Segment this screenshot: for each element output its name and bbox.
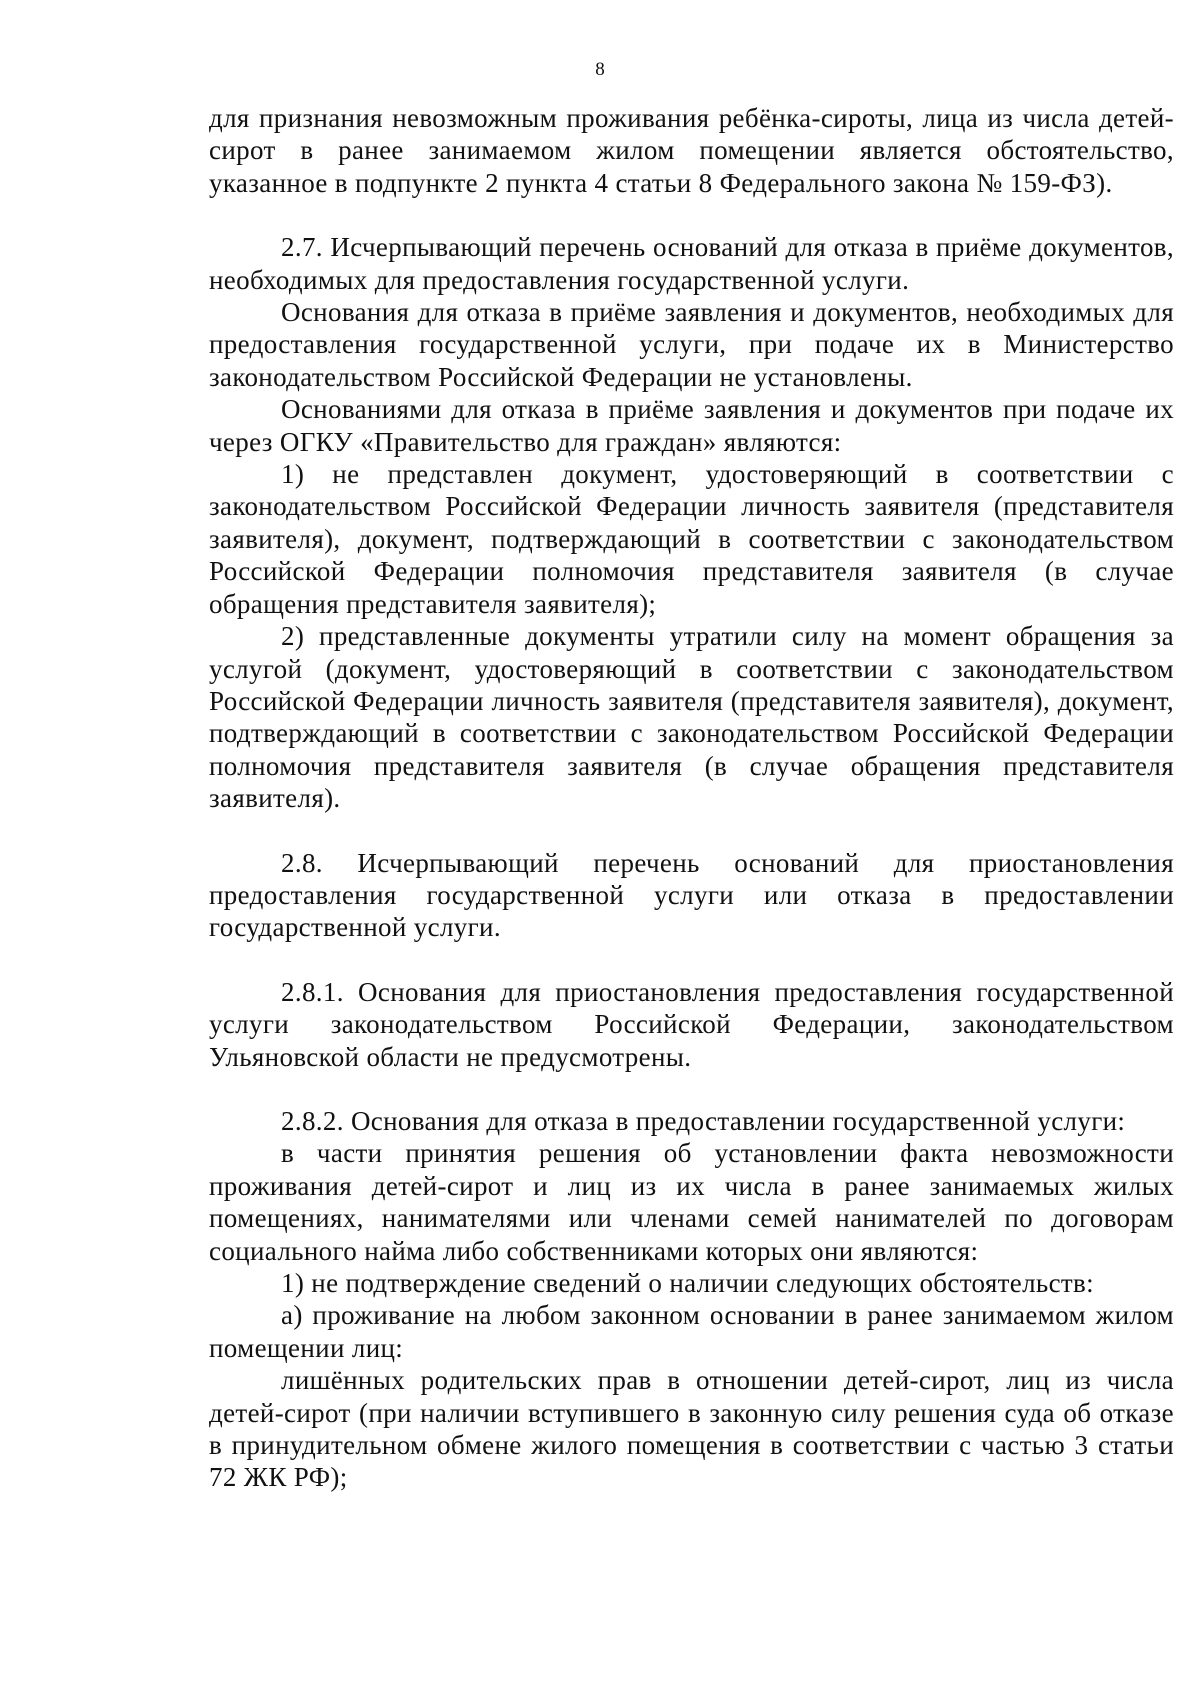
- list-item-a: а) проживание на любом законном основании в ранее занимаемом жилом помещении лиц:: [209, 1300, 1174, 1363]
- paragraph-deprived-parents: лишённых родительских прав в отношении детей-сирот, лиц из числа детей-сирот (при наличии вступившего в законную силу решения суда об отказе в принудительном обмене жилого помещения в соответствии с частью 3 статьи 72 ЖК РФ);: [209, 1365, 1174, 1493]
- section-2-8-heading: 2.8. Исчерпывающий перечень оснований для приостановления предоставления государственной услуги или отказа в предоставлении государственной услуги.: [209, 847, 1174, 943]
- document-body: [209, 102, 1174, 1494]
- page-number: 8: [595, 59, 605, 80]
- paragraph-ogku-grounds: Основаниями для отказа в приёме заявления и документов при подаче их через ОГКУ «Правительство для граждан» являются:: [209, 394, 1174, 457]
- paragraph-decision-part: в части принятия решения об установлении факта невозможности проживания детей-сирот и лиц из их числа в ранее занимаемых жилых помещениях, нанимателями или членами семей нанимателей по договорам социального найма либо собственниками которых они являются:: [209, 1138, 1174, 1266]
- paragraph-continuation: для признания невозможным проживания ребёнка-сироты, лица из числа детей-сирот в ранее занимаемом жилом помещении является обстоятельство, указанное в подпункте 2 пункта 4 статьи 8 Федерального закона № 159-ФЗ).: [209, 103, 1174, 198]
- paragraph-ministry-grounds: Основания для отказа в приёме заявления и документов, необходимых для предоставления государственной услуги, при подаче их в Министерство законодательством Российской Федерации не установлены.: [209, 297, 1174, 392]
- section-2-8-2: 2.8.2. Основания для отказа в предоставлении государственной услуги:: [281, 1105, 1126, 1136]
- section-2-7-heading: 2.7. Исчерпывающий перечень оснований для отказа в приёме документов, необходимых для предоставления государственной услуги.: [209, 232, 1174, 295]
- list-item-2: 2) представленные документы утратили силу на момент обращения за услугой (документ, удостоверяющий в соответствии с законодательством Российской Федерации личность заявителя (представителя заявителя), документ, подтверждающий в соответствии с законодательством Российской Федерации полномочия представителя заявителя (в случае обращения представителя заявителя).: [209, 621, 1174, 814]
- list-item-non-confirmation: 1) не подтверждение сведений о наличии следующих обстоятельств:: [281, 1268, 1095, 1298]
- list-item-1: 1) не представлен документ, удостоверяющий в соответствии с законодательством Российской Федерации личность заявителя (представителя заявителя), документ, подтверждающий в соответствии с законодательством Российской Федерации полномочия представителя заявителя (в случае обращения представителя заявителя);: [209, 459, 1174, 619]
- section-2-8-1: 2.8.1. Основания для приостановления предоставления государственной услуги законодательством Российской Федерации, законодательством Ульяновской области не предусмотрены.: [209, 976, 1174, 1072]
